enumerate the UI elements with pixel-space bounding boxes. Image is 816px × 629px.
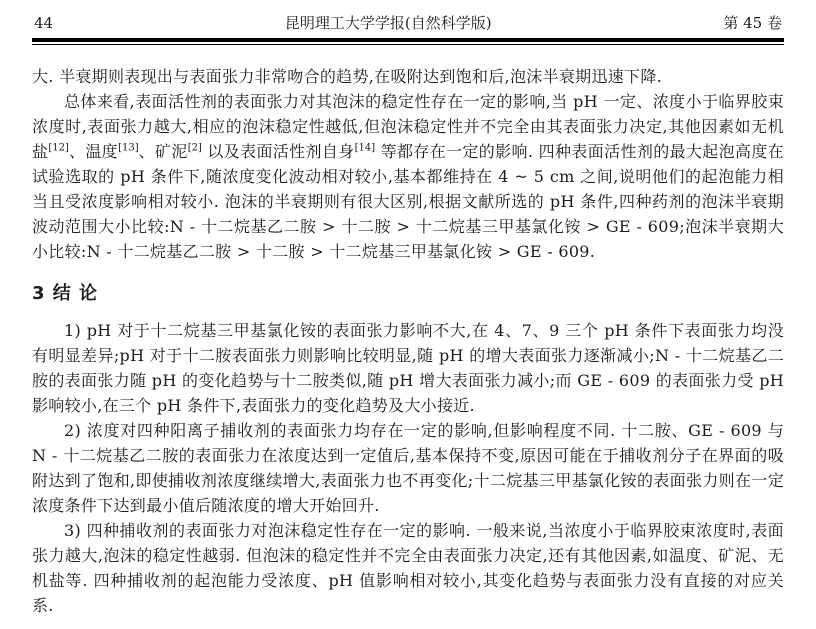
text-run: 总体来看,表面活性剂的表面张力对其泡沫的稳定性存在一定的影响,当 pH 一定、浓度小于临界胶束浓度时,表面张力越大,相应的泡沫稳定性越低,但泡沫稳定性并不完全由其表面张力决定,其他因素如无机盐 xyxy=(32,92,784,161)
text-run: 2) 浓度对四种阳离子捕收剂的表面张力均存在一定的影响,但影响程度不同. 十二胺、GE - 609 与 N - 十二烷基乙二胺的表面张力在浓度达到一定值后,基本保持不变,原因可能在于捕收剂分子在界面的吸附达到了饱和,即使捕收剂浓度继续增大,表面张力也不再变化;十二烷基三甲基氯化铵的表面张力则在一定浓度条件下达到最小值后随浓度的增大开始回升. xyxy=(32,421,784,515)
page-number: 44 xyxy=(34,14,54,32)
body-paragraph xyxy=(32,518,784,618)
body-paragraph xyxy=(32,318,784,418)
section-heading xyxy=(32,281,784,306)
article-body xyxy=(32,64,784,618)
citation-ref: [2] xyxy=(187,142,202,154)
header-rule xyxy=(32,38,784,45)
text-run: 等都存在一定的影响. 四种表面活性剂的最大起泡高度在试验选取的 pH 条件下,随浓度变化波动相对较小,基本都维持在 4 ~ 5 cm 之间,说明他们的起泡能力相当且受浓度影响相对较小. 泡沫的半衰期则有很大区别,根据文献所选的 pH 条件,四种药剂的泡沫半衰期波动范围大小比较:N - 十二烷基乙二胺 > 十二胺 > 十二烷基三甲基氯化铵 > GE - 609;泡沫半衰期大小比较:N - 十二烷基乙二胺 > 十二胺 > 十二烷基三甲基氯化铵 > GE - 609. xyxy=(32,142,785,261)
body-paragraph xyxy=(32,89,784,264)
citation-ref: [12] xyxy=(48,142,69,154)
citation-ref: [13] xyxy=(118,142,139,154)
text-run: 3) 四种捕收剂的表面张力对泡沫稳定性存在一定的影响. 一般来说,当浓度小于临界胶束浓度时,表面张力越大,泡沫的稳定性越弱. 但泡沫的稳定性并不完全由表面张力决定,还有其他因素,如温度、矿泥、无机盐等. 四种捕收剂的起泡能力受浓度、pH 值影响相对较小,其变化趋势与表面张力没有直接的对应关系. xyxy=(32,521,784,615)
running-head xyxy=(32,10,784,33)
text-run: 3 结 论 xyxy=(32,283,99,304)
text-run: 、矿泥 xyxy=(138,142,188,161)
body-paragraph xyxy=(32,64,784,89)
text-run: 1) pH 对于十二烷基三甲基氯化铵的表面张力影响不大,在 4、7、9 三个 pH 条件下表面张力均没有明显差异;pH 对于十二胺表面张力则影响比较明显,随 pH 的增大表面张力逐渐减小;N - 十二烷基乙二胺的表面张力随 pH 的变化趋势与十二胺类似,随 pH 增大表面张力减小;而 GE - 609 的表面张力受 pH 影响较小,在三个 pH 条件下,表面张力的变化趋势及大小接近. xyxy=(32,321,784,415)
text-run: 、温度 xyxy=(68,142,119,161)
text-run: 以及表面活性剂自身 xyxy=(201,142,355,161)
journal-title: 昆明理工大学学报(自然科学版) xyxy=(284,14,492,32)
volume-label: 第 45 卷 xyxy=(723,14,782,32)
citation-ref: [14] xyxy=(354,142,376,154)
body-paragraph xyxy=(32,418,784,518)
text-run: 大. 半衰期则表现出与表面张力非常吻合的趋势,在吸附达到饱和后,泡沫半衰期迅速下降. xyxy=(32,67,663,86)
